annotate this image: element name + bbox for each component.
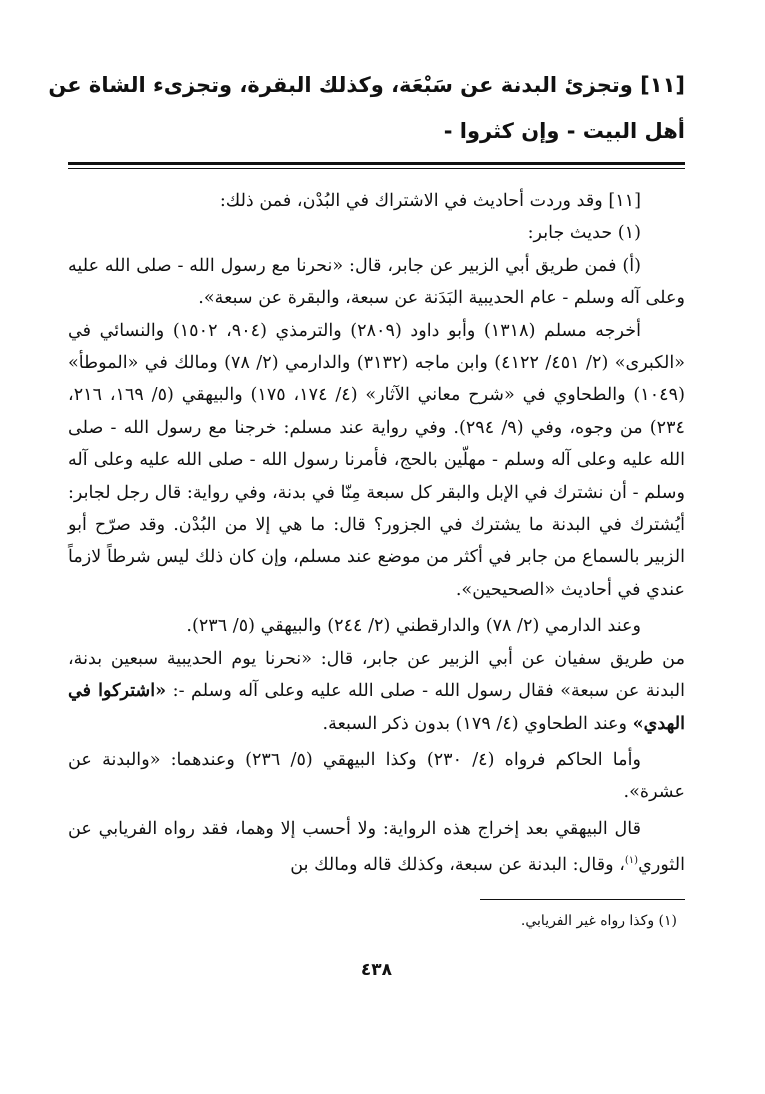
paragraph-hadith-a: (أ) فمن طريق أبي الزبير عن جابر، قال: «نحرنا مع رسول الله - صلى الله عليه وعلى آله وسلم - عام الحديبية البَدَنة عن سبعة، والبقرة عن سبعة». bbox=[68, 255, 685, 309]
sufyan-text-end: وعند الطحاوي (٤/ ١٧٩) بدون ذكر السبعة. bbox=[322, 713, 633, 734]
commentary-body bbox=[68, 185, 685, 881]
heading-line-2: أهل البيت - وإن كثروا - bbox=[443, 119, 685, 143]
footnote-divider bbox=[480, 899, 685, 900]
paragraph-jabir-heading: (١) حديث جابر: bbox=[527, 223, 641, 244]
sufyan-bold-quote: «اشتركوا في الهدي» bbox=[68, 680, 685, 734]
heading-divider bbox=[68, 162, 685, 169]
bayhaqi-text-end: ، وقال: البدنة عن سبعة، وكذلك قاله ومالك بن bbox=[290, 854, 625, 875]
paragraph-bayhaqi bbox=[68, 813, 685, 882]
paragraph-sufyan bbox=[68, 643, 685, 740]
paragraph-hakim: وأما الحاكم فرواه (٤/ ٢٣٠) وكذا البيهقي (٥/ ٢٣٦) وعندهما: «والبدنة عن عشرة». bbox=[68, 749, 685, 803]
paragraph-intro: [١١] وقد وردت أحاديث في الاشتراك في البُدْن، فمن ذلك: bbox=[219, 191, 641, 211]
heading-line-1: [١١] وتجزئ البدنة عن سَبْعَة، وكذلك البقرة، وتجزىء الشاة عن bbox=[48, 73, 685, 97]
bayhaqi-text-start: قال البيهقي بعد إخراج هذه الرواية: ولا أحسب إلا وهما، فقد رواه الفريابي عن الثوري bbox=[68, 818, 685, 875]
section-heading bbox=[48, 62, 685, 154]
footnote-marker: (١) bbox=[658, 913, 677, 930]
page-number: ٤٣٨ bbox=[360, 960, 393, 981]
paragraph-takhrij: أخرجه مسلم (١٣١٨) وأبو داود (٢٨٠٩) والترمذي (٩٠٤، ١٥٠٢) والنسائي في «الكبرى» (٢/ ٤٥١/ ٤١٢٢) وابن ماجه (٣١٣٢) والدارمي (٢/ ٧٨) ومالك في «الموطأ» (١٠٤٩) والطحاوي في «شرح معاني الآثار» (٤/ ١٧٤، ١٧٥) والبيهقي (٥/ ١٦٩، ٢١٦، ٢٣٤) من وجوه، وفي (٩/ ٢٩٤). وفي رواية عند مسلم: خرجنا مع رسول الله - صلى الله عليه وعلى آله وسلم - مهلّين بالحج، فأمرنا رسول الله - صلى الله عليه وعلى آله وسلم - أن نشترك في الإبل والبقر كل سبعة مِنّا في بدنة، وفي رواية: قال رجل لجابر: أيُشترك في البدنة ما يشترك في الجزور؟ قال: ما هي إلا من البُدْن. وقد صرّح أبو الزبير بالسماع من جابر في أكثر من موضع عند مسلم، وإن كان ذلك ليس شرطاً لازماً عندي في أحاديث «الصحيحين». bbox=[68, 320, 685, 600]
footnote-text: وكذا رواه غير الفريابي. bbox=[520, 913, 655, 930]
footnote bbox=[68, 910, 685, 932]
book-page bbox=[48, 62, 685, 1094]
sufyan-text-start: من طريق سفيان عن أبي الزبير عن جابر، قال: «نحرنا يوم الحديبية سبعين بدنة، البدنة عن سبعة» فقال رسول الله - صلى الله عليه وعلى آله وسلم -: bbox=[68, 648, 685, 702]
footnote-reference[interactable]: (١) bbox=[624, 855, 639, 867]
paragraph-darimi: وعند الدارمي (٢/ ٧٨) والدارقطني (٢/ ٢٤٤) والبيهقي (٥/ ٢٣٦). bbox=[186, 616, 641, 637]
